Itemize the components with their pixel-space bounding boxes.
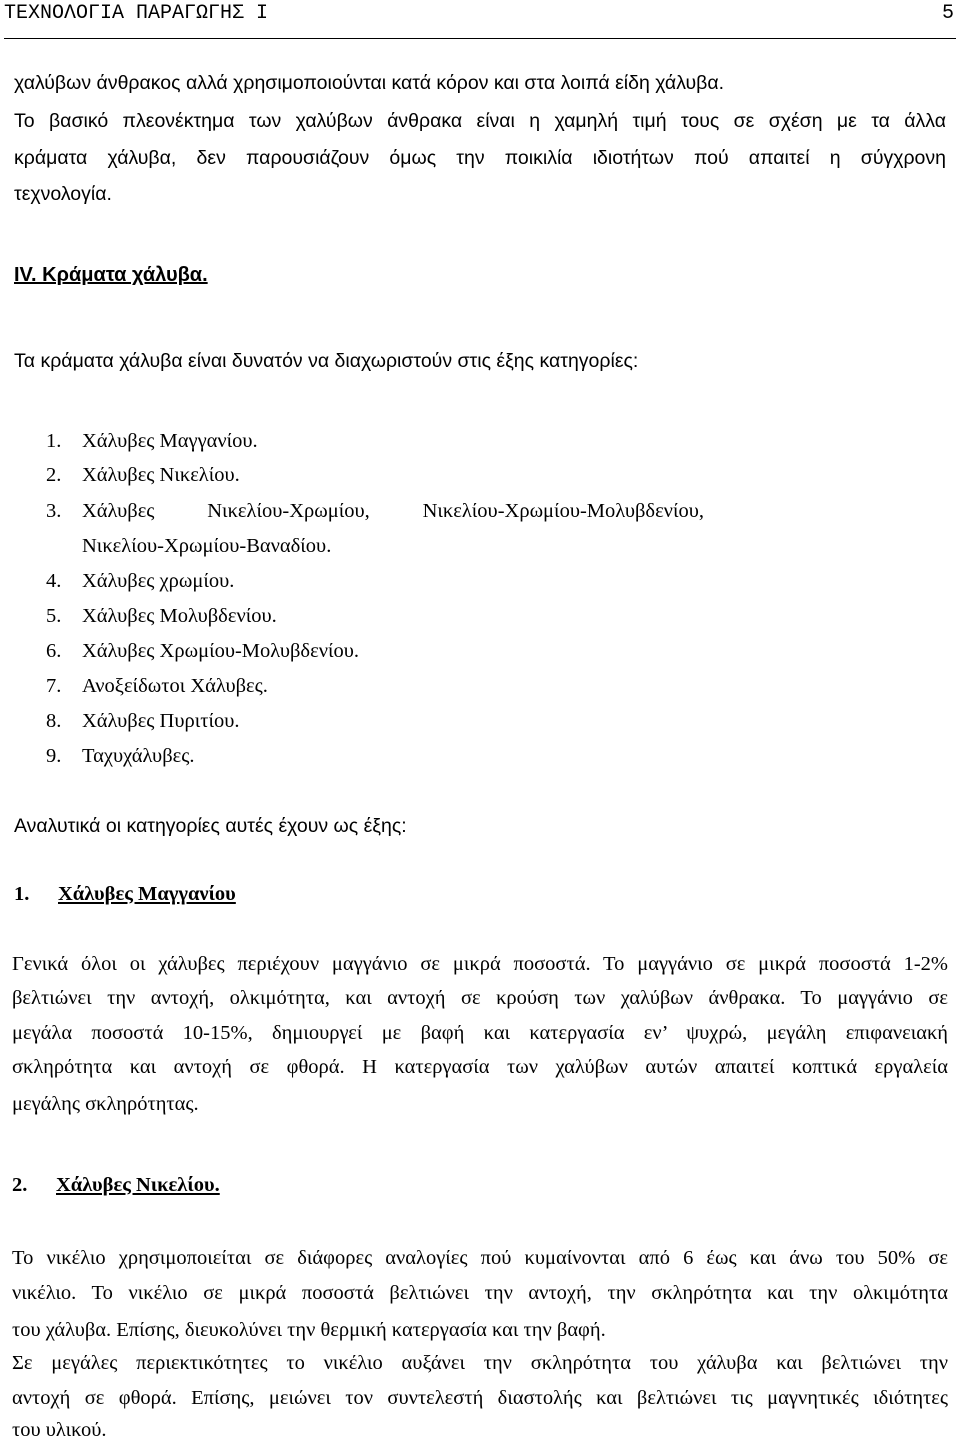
list-item-text: Χάλυβες Νικελίου. xyxy=(82,464,240,486)
list-item-text: Χάλυβες Νικελίου-Χρωμίου, Νικελίου-Χρωμίου-Μολυβδενίου, xyxy=(82,500,704,522)
manganese-number: 1. xyxy=(14,883,30,905)
list-item-number: 8. xyxy=(46,710,62,732)
intro-line-1: χαλύβων άνθρακος αλλά χρησιμοποιούνται κατά κόρον και στα λοιπά είδη χάλυβα. xyxy=(14,72,725,94)
manganese-title: Χάλυβες Μαγγανίου xyxy=(58,883,236,905)
list-item-number: 5. xyxy=(46,605,62,627)
list-item xyxy=(46,464,240,487)
intro-line-4: τεχνολογία. xyxy=(14,183,112,205)
nickel-line-3: του χάλυβα. Επίσης, διευκολύνει την θερμική κατεργασία και την βαφή. xyxy=(12,1319,606,1341)
list-item xyxy=(46,640,359,663)
nickel-line-6: του υλικού. xyxy=(12,1419,107,1441)
list-item-text: Ανοξείδωτοι Χάλυβες. xyxy=(82,675,268,697)
nickel-line-1: Το νικέλιο χρησιμοποιείται σε διάφορες αναλογίες πού κυμαίνονται από 6 έως και άνω του 50% σε xyxy=(12,1247,948,1269)
list-item xyxy=(46,745,195,768)
intro-line-2: Το βασικό πλεονέκτημα των χαλύβων άνθρακα είναι η χαμηλή τιμή τους σε σχέση με τα άλλα xyxy=(14,110,946,132)
nickel-title: Χάλυβες Νικελίου. xyxy=(56,1174,220,1196)
list-item-number: 6. xyxy=(46,640,62,662)
section-intro: Τα κράματα χάλυβα είναι δυνατόν να διαχωριστούν στις έξης κατηγορίες: xyxy=(14,350,639,372)
list-item-text: Χάλυβες Μολυβδενίου. xyxy=(82,605,277,627)
list-item xyxy=(46,710,240,733)
manganese-heading xyxy=(14,883,236,906)
list-item-text: Χάλυβες Πυριτίου. xyxy=(82,710,240,732)
manganese-line-1: Γενικά όλοι οι χάλυβες περιέχουν μαγγάνιο σε μικρά ποσοστά. Το μαγγάνιο σε μικρά ποσοστά 1-2% xyxy=(12,953,948,975)
list-item-text: Χάλυβες Χρωμίου-Μολυβδενίου. xyxy=(82,640,360,662)
nickel-line-5: αντοχή σε φθορά. Επίσης, μειώνει τον συντελεστή διαστολής και βελτιώνει τις μαγνητικές ιδιότητες xyxy=(12,1387,948,1409)
manganese-line-4: σκληρότητα και αντοχή σε φθορά. Η κατεργασία των χαλύβων αυτών απαιτεί κοπτικά εργαλεία xyxy=(12,1056,948,1078)
list-item-number: 4. xyxy=(46,570,62,592)
analysis-intro: Αναλυτικά οι κατηγορίες αυτές έχουν ως έξης: xyxy=(14,815,407,837)
list-item-number: 7. xyxy=(46,675,62,697)
list-item-number: 9. xyxy=(46,745,62,767)
page-header xyxy=(4,2,956,39)
list-item-number: 1. xyxy=(46,430,62,452)
intro-line-3: κράματα χάλυβα, δεν παρουσιάζουν όμως την ποικιλία ιδιοτήτων πού απαιτεί η σύγχρονη xyxy=(14,147,946,169)
list-item xyxy=(46,605,277,628)
list-item-text: Χάλυβες χρωμίου. xyxy=(82,570,235,592)
page-number: 5 xyxy=(941,2,954,25)
nickel-line-4: Σε μεγάλες περιεκτικότητες το νικέλιο αυξάνει την σκληρότητα του χάλυβα και βελτιώνει την xyxy=(12,1352,948,1374)
nickel-line-2: νικέλιο. Το νικέλιο σε μικρά ποσοστά βελτιώνει την αντοχή, την σκληρότητα και την ολκιμότητα xyxy=(12,1282,948,1304)
list-item-text: Χάλυβες Μαγγανίου. xyxy=(82,430,258,452)
nickel-heading xyxy=(12,1174,220,1197)
list-item xyxy=(46,430,258,453)
header-title: ΤΕΧΝΟΛΟΓΙΑ ΠΑΡΑΓΩΓΗΣ Ι xyxy=(4,2,269,25)
list-item-continuation: Νικελίου-Χρωμίου-Βαναδίου. xyxy=(82,535,332,557)
section-heading: IV. Κράματα χάλυβα. xyxy=(14,264,208,286)
list-item-number: 2. xyxy=(46,464,62,486)
nickel-number: 2. xyxy=(12,1174,28,1196)
list-item xyxy=(46,675,268,698)
list-item-number: 3. xyxy=(46,500,62,522)
manganese-line-3: μεγάλα ποσοστά 10-15%, δημιουργεί με βαφή και κατεργασία εν’ ψυχρώ, μεγάλη επιφανειακή xyxy=(12,1022,948,1044)
manganese-line-2: βελτιώνει την αντοχή, ολκιμότητα, και αντοχή σε κρούση των χαλύβων άνθρακα. Το μαγγάνιο σε xyxy=(12,987,948,1009)
list-item-text: Ταχυχάλυβες. xyxy=(82,745,195,767)
list-item xyxy=(46,570,234,593)
manganese-line-5: μεγάλης σκληρότητας. xyxy=(12,1093,199,1115)
list-item xyxy=(46,500,704,523)
